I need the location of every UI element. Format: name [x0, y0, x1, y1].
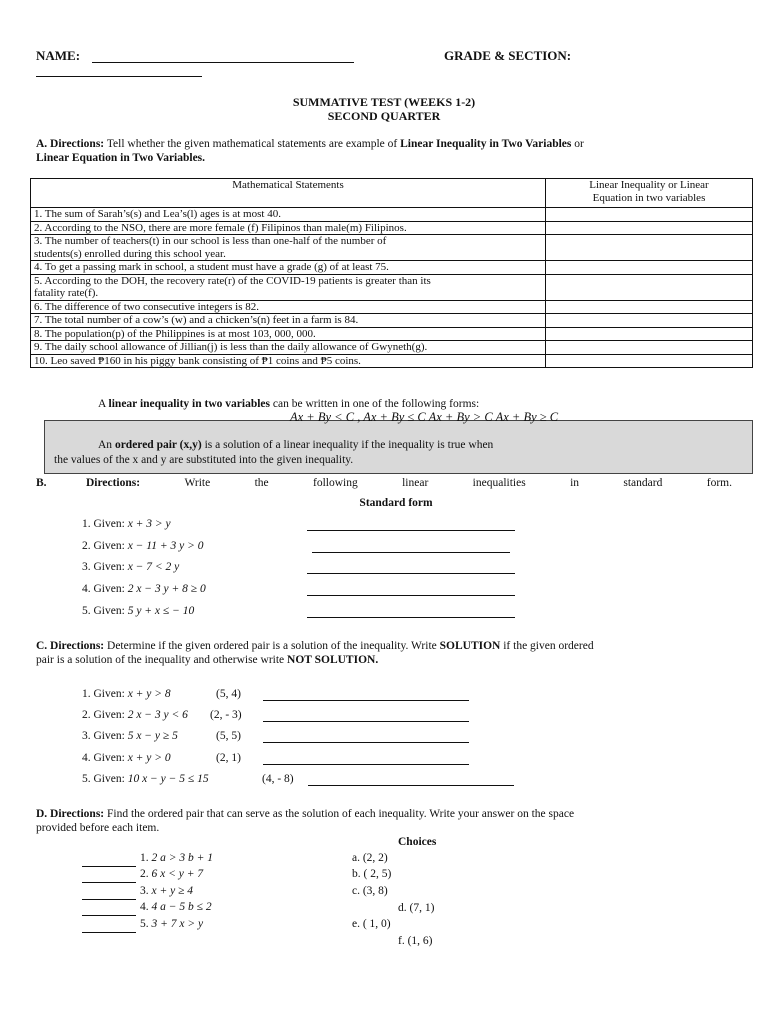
table-row: 8. The population(p) of the Philippines is at most 103, 000, 000.: [31, 327, 753, 341]
table-row: 7. The total number of a cow’s (w) and a chicken’s(n) feet in a farm is 84.: [31, 314, 753, 328]
choice-c: c. (3, 8): [352, 885, 388, 897]
b-answer-5[interactable]: [307, 607, 515, 618]
grade-section-label: GRADE & SECTION:: [444, 48, 572, 63]
c-item-4: 4. Given: x + y > 0: [82, 752, 171, 764]
answer-cell[interactable]: [546, 300, 753, 314]
d-answer-2[interactable]: [82, 872, 136, 883]
d-item-4: 4. 4 a − 5 b ≤ 2: [140, 901, 212, 913]
d-item-5: 5. 3 + 7 x > y: [140, 918, 204, 930]
c-item-2: 2. Given: 2 x − 3 y < 6: [82, 709, 188, 721]
statements-table: [30, 178, 753, 368]
c-answer-2[interactable]: [263, 711, 469, 722]
c-pair-1: (5, 4): [216, 688, 241, 700]
name-field[interactable]: [92, 52, 354, 63]
table-row: 4. To get a passing mark in school, a student must have a grade (g) of at least 75.: [31, 261, 753, 275]
c-pair-5: (4, - 8): [262, 773, 294, 785]
choice-d: d. (7, 1): [398, 902, 435, 914]
table-row: 6. The difference of two consecutive integers is 82.: [31, 300, 753, 314]
c-answer-5[interactable]: [308, 775, 514, 786]
b-item-3: 3. Given: x − 7 < 2 y: [82, 561, 180, 573]
choice-b: b. ( 2, 5): [352, 868, 392, 880]
b-item-4: 4. Given: 2 x − 3 y + 8 ≥ 0: [82, 583, 206, 595]
definition-line-2: An ordered pair (x,y) is a solution of a linear inequality if the inequality is true when: [98, 439, 494, 451]
d-item-1: 1. 2 a > 3 b + 1: [140, 852, 214, 864]
answer-cell[interactable]: [546, 314, 753, 328]
answer-cell[interactable]: [546, 208, 753, 222]
test-subtitle: SECOND QUARTER: [327, 109, 441, 123]
answer-cell[interactable]: [546, 235, 753, 261]
answer-cell[interactable]: [546, 274, 753, 300]
d-answer-5[interactable]: [82, 922, 136, 933]
d-answer-3[interactable]: [82, 889, 136, 900]
section-d-directions: D. Directions: Find the ordered pair that can serve as the solution of each inequality. Write your answer on the space provided before each item.: [36, 808, 575, 834]
b-answer-3[interactable]: [307, 563, 515, 574]
section-b-directions: Directions: Write the following linear inequalities in standard form.: [86, 477, 732, 489]
c-item-1: 1. Given: x + y > 8: [82, 688, 171, 700]
b-answer-4[interactable]: [307, 585, 515, 596]
choice-f: f. (1, 6): [398, 935, 433, 947]
d-item-3: 3. x + y ≥ 4: [140, 885, 194, 897]
c-item-3: 3. Given: 5 x − y ≥ 5: [82, 730, 178, 742]
standard-form-heading: Standard form: [359, 497, 433, 509]
b-item-1: 1. Given: x + 3 > y: [82, 518, 171, 530]
d-item-2: 2. 6 x < y + 7: [140, 868, 204, 880]
col-statements-header: Mathematical Statements: [31, 179, 546, 208]
definition-line-3: the values of the x and y are substituted into the given inequality.: [54, 454, 354, 466]
c-item-5: 5. Given: 10 x − y − 5 ≤ 15: [82, 773, 209, 785]
table-row: 3. The number of teachers(t) in our school is less than one-half of the number of students(s) enrolled during this school year.: [31, 235, 753, 261]
c-answer-4[interactable]: [263, 754, 469, 765]
choices-heading: Choices: [398, 836, 437, 848]
answer-cell[interactable]: [546, 354, 753, 368]
d-answer-4[interactable]: [82, 905, 136, 916]
b-item-2: 2. Given: x − 11 + 3 y > 0: [82, 540, 204, 552]
answer-cell[interactable]: [546, 261, 753, 275]
table-row: 10. Leo saved ₱160 in his piggy bank consisting of ₱1 coins and ₱5 coins.: [31, 354, 753, 368]
grade-section-field[interactable]: [36, 66, 202, 77]
inequality-forms: Ax + By < C , Ax + By ≤ C Ax + By > C Ax + By ≥ C: [290, 410, 559, 424]
c-pair-4: (2, 1): [216, 752, 241, 764]
col-classification-header: Linear Inequality or Linear Equation in two variables: [546, 179, 753, 208]
c-answer-3[interactable]: [263, 732, 469, 743]
definition-line-1: A linear inequality in two variables can be written in one of the following forms:: [98, 398, 480, 410]
c-answer-1[interactable]: [263, 690, 469, 701]
answer-cell[interactable]: [546, 327, 753, 341]
test-title: SUMMATIVE TEST (WEEKS 1-2): [292, 95, 476, 109]
d-answer-1[interactable]: [82, 856, 136, 867]
choice-e: e. ( 1, 0): [352, 918, 391, 930]
b-answer-1[interactable]: [307, 520, 515, 531]
table-row: 9. The daily school allowance of Jillian(j) is less than the daily allowance of Gwyneth(g).: [31, 341, 753, 355]
answer-cell[interactable]: [546, 221, 753, 235]
answer-cell[interactable]: [546, 341, 753, 355]
c-pair-2: (2, - 3): [210, 709, 242, 721]
c-pair-3: (5, 5): [216, 730, 241, 742]
table-row: 1. The sum of Sarah’s(s) and Lea’s(l) ages is at most 40.: [31, 208, 753, 222]
section-c-directions: C. Directions: Determine if the given ordered pair is a solution of the inequality. Write SOLUTION if the given ordered pair is a solution of the inequality and otherwise write NOT SOLUTION.: [36, 640, 594, 666]
table-row: 2. According to the NSO, there are more female (f) Filipinos than male(m) Filipinos.: [31, 221, 753, 235]
section-a-directions: A. Directions: Tell whether the given mathematical statements are example of Linear Inequality in Two Variables or Linear Equation in Two Variables.: [36, 138, 584, 164]
table-row: 5. According to the DOH, the recovery rate(r) of the COVID-19 patients is greater than its fatality rate(f).: [31, 274, 753, 300]
section-b-label: B.: [36, 477, 47, 489]
b-answer-2[interactable]: [312, 542, 510, 553]
choice-a: a. (2, 2): [352, 852, 388, 864]
b-item-5: 5. Given: 5 y + x ≤ − 10: [82, 605, 195, 617]
name-label: NAME:: [36, 48, 81, 63]
